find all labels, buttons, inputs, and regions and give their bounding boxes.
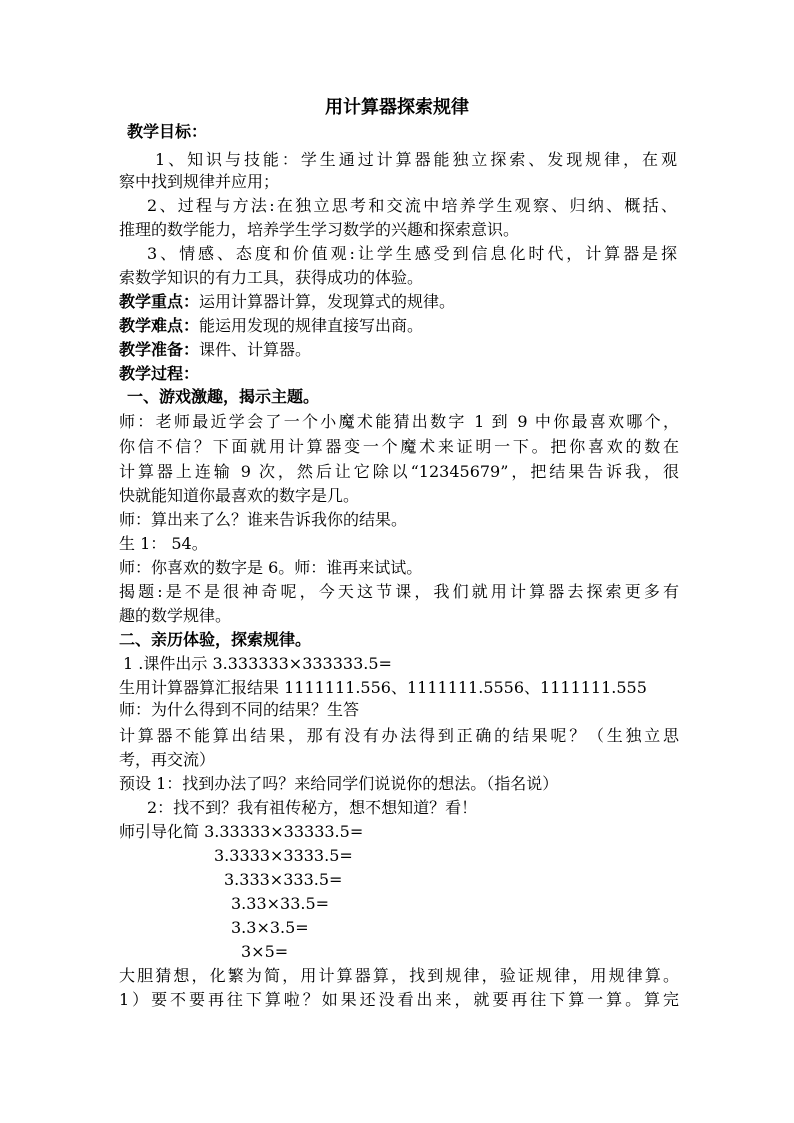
para-8: 师：为什么得到不同的结果？生答 [119,700,360,719]
objective-2-line-1: 2、过程与方法:在独立思考和交流中培养学生观察、归纳、概括、 [147,196,677,215]
para-1-line-3: 计算器上连输 9 次，然后让它除以“12345679”，把结果告诉我，很 [119,462,679,481]
equation-2: 3.333×333.5= [224,870,343,889]
para-12: 师引导化简 3.33333×33333.5= [119,822,364,841]
difficulty-label: 教学难点： [119,316,200,335]
equation-3: 3.33×33.5= [231,894,330,913]
preparation [119,340,679,360]
para-13: 大胆猜想，化繁为简，用计算器算，找到规律，验证规律，用规律算。 [119,966,679,985]
equation-1: 3.3333×3333.5= [214,846,353,865]
para-14: 1）要不要再往下算啦？如果还没看出来，就要再往下算一算。算完 [119,990,679,1009]
equation-4: 3.3×3.5= [231,918,309,937]
equation-5: 3×5= [241,942,289,961]
objective-3-line-1: 3、情感、态度和价值观:让学生感受到信息化时代，计算器是探 [147,244,677,263]
objective-1-line-2: 察中找到规律并应用； [119,172,280,191]
para-4: 师：你喜欢的数字是 6。师：谁再来试试。 [119,558,423,577]
objective-2-line-2: 推理的数学能力，培养学生学习数学的兴趣和探索意识。 [119,220,520,239]
para-1-line-2: 你信不信？下面就用计算器变一个魔术来证明一下。把你喜欢的数在 [119,437,679,456]
para-6: 1 .课件出示 3.333333×333333.5= [123,654,392,673]
para-3: 生 1： 54。 [119,534,208,553]
key-point-label: 教学重点： [119,292,200,311]
para-10: 预设 1：找到办法了吗？来给同学们说说你的想法。（指名说） [119,774,559,793]
section-1-heading: 一、游戏激趣，揭示主题。 [127,387,320,406]
objective-1-line-1: 1、知识与技能：学生通过计算器能独立探索、发现规律，在观 [155,150,677,169]
preparation-label: 教学准备： [119,340,200,359]
doc-title: 用计算器探索规律 [325,97,469,118]
para-11: 2：找不到？我有祖传秘方，想不想知道？看！ [147,798,478,817]
para-1-line-1: 师：老师最近学会了一个小魔术能猜出数字 1 到 9 中你最喜欢哪个， [119,412,679,431]
para-2: 师：算出来了么？谁来告诉我你的结果。 [119,510,408,529]
difficulty-text: 能运用发现的规律直接写出商。 [199,316,424,335]
objectives-heading: 教学目标： [127,122,208,141]
difficulty [119,316,679,336]
para-7: 生用计算器算汇报结果 1111111.556、1111111.5556、1111111.555 [119,678,647,697]
key-point-text: 运用计算器计算，发现算式的规律。 [199,292,456,311]
para-9-line-1: 计算器不能算出结果，那有没有办法得到正确的结果呢？（生独立思 [119,726,679,745]
para-1-line-4: 快就能知道你最喜欢的数字是几。 [119,486,360,505]
section-2-heading: 二、亲历体验，探索规律。 [119,630,312,649]
process-heading: 教学过程： [119,364,200,383]
key-point [119,292,679,312]
preparation-text: 课件、计算器。 [199,340,312,359]
para-9-line-2: 考，再交流） [119,750,216,769]
para-5-line-2: 趣的数学规律。 [119,606,232,625]
objective-3-line-2: 索数学知识的有力工具，获得成功的体验。 [119,268,424,287]
para-5-line-1: 揭题:是不是很神奇呢，今天这节课，我们就用计算器去探索更多有 [119,582,679,601]
